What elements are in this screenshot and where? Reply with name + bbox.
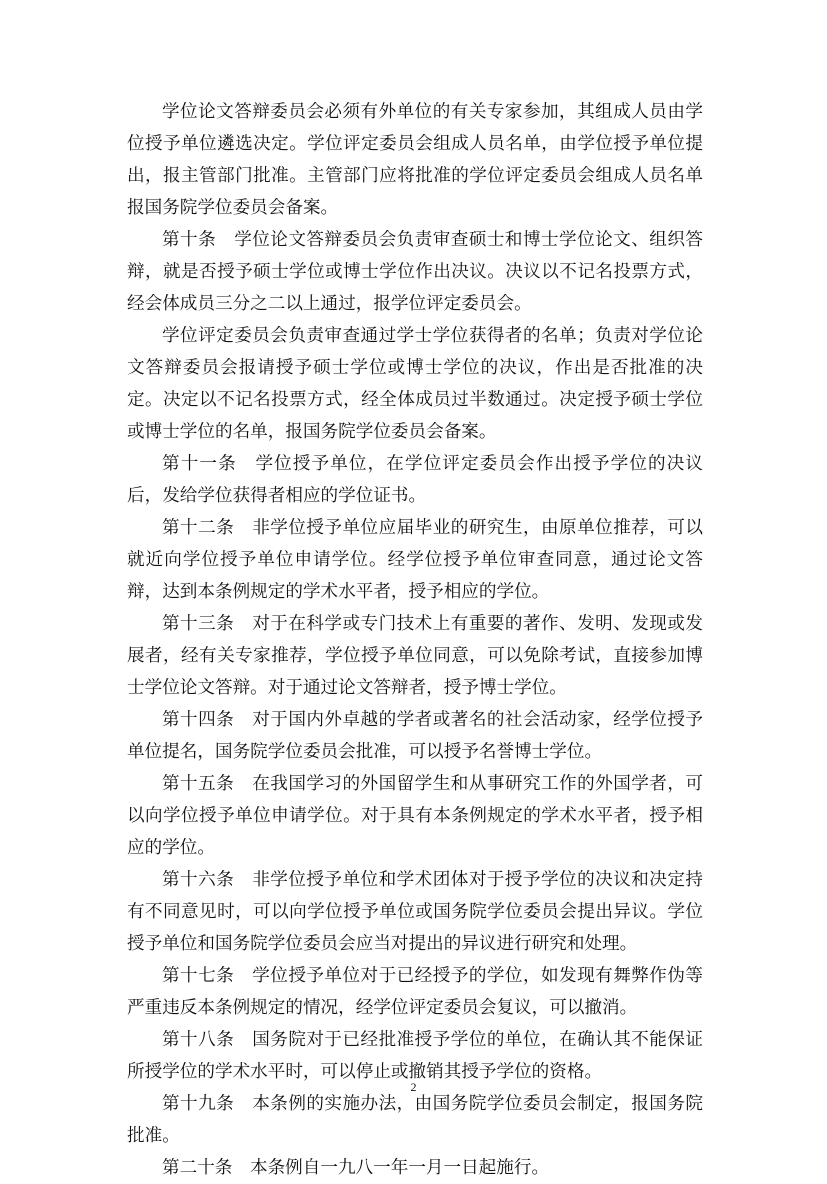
article-11: 第十一条 学位授予单位，在学位评定委员会作出授予学位的决议后，发给学位获得者相应的学位证书。 [127,454,703,506]
article-14: 第十四条 对于国内外卓越的学者或著名的社会活动家，经学位授予单位提名，国务院学位委员会批准，可以授予名誉博士学位。 [127,710,703,762]
article-10: 第十条 学位论文答辩委员会负责审查硕士和博士学位论文、组织答辩，就是否授予硕士学位或博士学位作出决议。决议以不记名投票方式，经会体成员三分之二以上通过，报学位评定委员会。 [127,230,703,314]
article-18: 第十八条 国务院对于已经批准授予学位的单位，在确认其不能保证所授学位的学术水平时，可以停止或撤销其授予学位的资格。 [127,1030,703,1082]
article-16: 第十六条 非学位授予单位和学术团体对于授予学位的决议和决定持有不同意见时，可以向学位授予单位或国务院学位委员会提出异议。学位授予单位和国务院学位委员会应当对提出的异议进行研究和处理。 [127,870,703,954]
document-body [127,96,703,1184]
article-17: 第十七条 学位授予单位对于已经授予的学位，如发现有舞弊作伪等严重违反本条例规定的情况，经学位评定委员会复议，可以撤消。 [127,966,703,1018]
paragraph: 学位论文答辩委员会必须有外单位的有关专家参加，其组成人员由学位授予单位遴选决定。学位评定委员会组成人员名单，由学位授予单位提出，报主管部门批准。主管部门应将批准的学位评定委员会组成人员名单报国务院学位委员会备案。 [127,102,703,218]
article-13: 第十三条 对于在科学或专门技术上有重要的著作、发明、发现或发展者，经有关专家推荐，学位授予单位同意，可以免除考试，直接参加博士学位论文答辩。对于通过论文答辩者，授予博士学位。 [127,614,703,698]
article-12: 第十二条 非学位授予单位应届毕业的研究生，由原单位推荐，可以就近向学位授予单位申请学位。经学位授予单位审查同意，通过论文答辩，达到本条例规定的学术水平者，授予相应的学位。 [127,518,703,602]
article-15: 第十五条 在我国学习的外国留学生和从事研究工作的外国学者，可以向学位授予单位申请学位。对于具有本条例规定的学术水平者，授予相应的学位。 [127,774,703,858]
article-19: 第十九条 本条例的实施办法，由国务院学位委员会制定，报国务院批准。 [127,1094,703,1146]
article-20: 第二十条 本条例自一九八一年一月一日起施行。 [162,1158,550,1178]
page-number: 2 [410,1080,417,1094]
paragraph: 学位评定委员会负责审查通过学士学位获得者的名单；负责对学位论文答辩委员会报请授予硕士学位或博士学位的决议，作出是否批准的决定。决定以不记名投票方式，经全体成员过半数通过。决定授予硕士学位或博士学位的名单，报国务院学位委员会备案。 [127,326,703,442]
